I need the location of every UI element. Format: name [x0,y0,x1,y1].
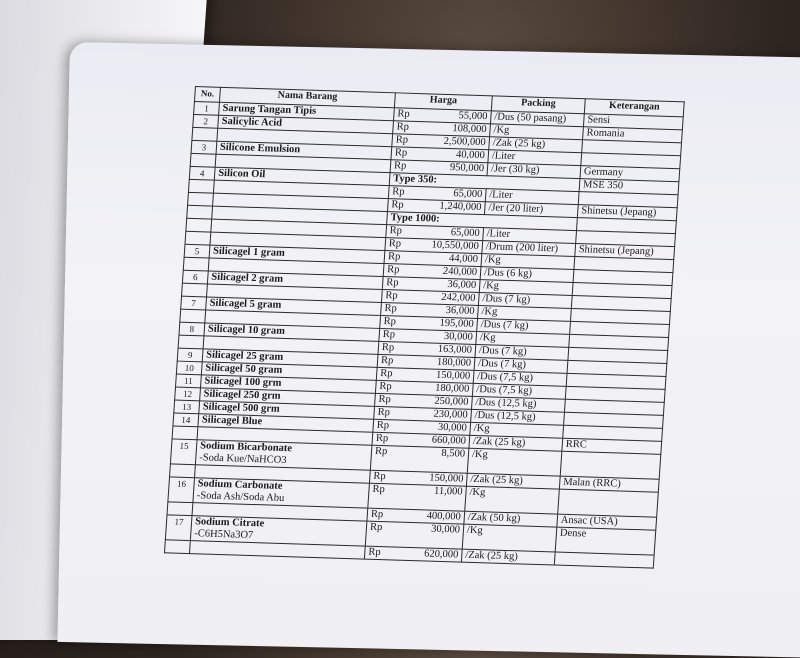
packing-value: /Dus (7,5 kg) [473,370,567,386]
packing-value: /Liter [488,150,582,166]
row-number [192,127,218,141]
currency-label: Rp [390,160,415,174]
price-value: 44,000 [409,251,482,266]
currency-label: Rp [384,251,409,265]
header-keterangan: Keterangan [584,99,684,117]
price-value: 36,000 [407,277,480,292]
keterangan-value: Sensi [583,114,683,130]
item-name-text: Silicagel 1 gram [212,245,286,259]
price-value: 55,000 [418,109,491,124]
row-number [190,153,216,167]
price-value: 11,000 [392,484,466,511]
price-value: 242,000 [406,290,479,305]
price-value: 108,000 [417,122,490,137]
row-number [172,426,198,440]
item-name-text: Salicylic Acid [221,115,283,129]
packing-value: /Zak (25 kg) [461,549,555,565]
row-number [167,502,193,516]
row-number [182,283,208,297]
row-number: 12 [175,387,201,401]
price-value: 150,000 [401,368,474,383]
header-harga: Harga [394,93,492,111]
item-name-text: Silicagel 500 grm [202,401,281,415]
price-value: 36,000 [405,303,478,318]
row-number [185,231,211,245]
currency-label: Rp [392,134,417,148]
row-number: 15 [170,439,197,465]
currency-label: Rp [378,341,403,355]
packing-value: /Zak (25 kg) [466,473,560,489]
row-number: 14 [173,413,199,427]
row-number: 2 [193,114,219,128]
currency-label: Rp [374,406,399,420]
row-number: 7 [181,296,207,310]
packing-value: /Zak (25 kg) [489,137,583,153]
item-name-text: Silicagel 100 grm [204,375,282,389]
packing-value: /Jer (30 kg) [487,163,581,179]
row-number [187,205,213,219]
price-value: 30,000 [390,522,464,549]
currency-label: Rp [376,367,401,381]
price-value: 163,000 [402,342,475,357]
price-list [164,86,685,569]
row-number: 1 [194,101,220,115]
price-value: 180,000 [402,355,475,370]
row-number: 9 [177,348,203,362]
currency-label: Rp [393,121,418,135]
keterangan-value [558,489,659,517]
price-value: 180,000 [400,381,473,396]
type-label: Type 350: [389,173,580,192]
currency-label: Rp [365,521,391,547]
row-number [183,257,209,271]
item-name-text: Silicagel 250 grm [203,388,281,402]
price-value: 660,000 [396,433,469,448]
currency-label: Rp [375,393,400,407]
price-value: 8,500 [395,446,469,473]
item-name-text: Silicagel Blue [201,414,263,428]
packing-value: /Dus (7 kg) [477,318,571,334]
keterangan-value [560,451,661,479]
price-value: 65,000 [410,225,483,240]
price-value: 30,000 [397,420,470,435]
price-value: 150,000 [394,471,467,486]
keterangan-value [554,552,654,568]
row-number: 17 [165,515,192,541]
currency-label: Rp [375,380,400,394]
header-packing: Packing [491,96,585,114]
currency-label: Rp [380,315,405,329]
keterangan-value: Shinetsu (Jepang) [577,205,677,221]
price-value: 250,000 [399,394,472,409]
currency-label: Rp [369,470,394,484]
packing-value: /Dus (7,5 kg) [472,383,566,399]
row-number: 5 [184,244,210,258]
packing-value: /Dus (50 pasang) [490,111,584,127]
currency-label: Rp [368,483,394,509]
row-number: 16 [168,477,195,503]
keterangan-value: Malan (RRC) [559,476,659,492]
packing-value: /Dus (7 kg) [475,344,569,360]
item-name-text: Sodium Bicarbonate [199,440,293,455]
row-number [178,335,204,349]
packing-value: /Zak (50 kg) [464,511,558,527]
item-name-text: Sarung Tangan Tipis [222,102,317,117]
currency-label: Rp [388,186,413,200]
price-value: 65,000 [413,186,486,201]
currency-label: Rp [373,419,398,433]
currency-label: Rp [386,225,411,239]
item-name-text: Silicagel 25 gram [205,349,284,363]
currency-label: Rp [379,328,404,342]
price-value: 950,000 [415,160,488,175]
packing-value: /Kg [470,422,564,438]
packing-value: /Liter [485,189,579,205]
row-number [180,309,206,323]
row-number [188,192,214,206]
item-name-text: Silicagel 5 gram [209,297,282,311]
price-value: 30,000 [403,329,476,344]
price-value: 230,000 [398,407,471,422]
row-number [188,179,214,193]
item-subname: -C6H5Na3O7 [193,528,254,542]
item-subname: -Soda Kue/NaHCO3 [198,452,287,467]
currency-label: Rp [381,302,406,316]
packing-value: /Dus (7 kg) [474,357,568,373]
packing-value: /Liter [483,228,577,244]
row-number: 10 [176,361,202,375]
row-number: 11 [176,374,202,388]
packing-value: /Dus (12,5 kg) [471,396,565,412]
price-value: 620,000 [389,547,462,562]
item-name-text: Silicon Oil [217,167,266,181]
header-no: No. [194,87,220,103]
packing-value: /Dus (12,5 kg) [471,409,565,425]
currency-label: Rp [382,277,407,291]
packing-value: /Kg [481,254,575,270]
currency-label: Rp [394,108,419,122]
packing-value: /Kg [476,331,570,347]
price-value: 40,000 [415,147,488,162]
price-value: 2,500,000 [416,135,489,150]
table-body [164,101,683,568]
currency-label: Rp [383,264,408,278]
currency-label: Rp [367,508,392,522]
packing-value: /Kg [479,280,573,296]
packing-value: /Kg [478,306,572,322]
item-name-text: Silicone Emulsion [219,141,301,156]
row-number: 4 [189,166,215,180]
currency-label: Rp [364,546,389,560]
currency-label: Rp [370,445,396,471]
price-value: 400,000 [391,509,464,524]
item-subname: -Soda Ash/Soda Abu [196,490,285,504]
currency-label: Rp [372,432,397,446]
keterangan-value: Ansac (USA) [557,514,657,530]
keterangan-value: RRC [562,438,662,454]
item-name-text: Sodium Citrate [194,516,265,530]
row-number: 3 [191,140,217,154]
row-number [164,540,190,554]
currency-label: Rp [377,354,402,368]
price-value: 240,000 [408,264,481,279]
item-name-text: Silicagel 2 gram [210,271,284,285]
row-number [170,464,196,478]
packing-value: /Dus (6 kg) [480,267,574,283]
packing-value: /Jer (20 liter) [484,202,578,218]
header-nama-barang: Nama Barang [219,87,395,107]
packing-value: /Dus (7 kg) [478,293,572,309]
row-number: 13 [174,400,200,414]
packing-value: /Kg [467,448,562,476]
price-value: 10,550,000 [409,238,482,253]
currency-label: Rp [385,238,410,252]
row-number [186,218,212,232]
type-label: Type 1000: [387,212,578,231]
packing-value: /Kg [490,124,584,140]
row-number: 8 [179,322,205,336]
item-name-text: Silicagel 10 gram [207,323,286,337]
keterangan-value: Shinetsu (Jepang) [575,244,675,260]
currency-label: Rp [391,147,416,161]
packing-value: /Kg [465,486,560,514]
keterangan-value: Germany [580,166,680,182]
packing-value: /Zak (25 kg) [469,435,563,451]
packing-value: /Drum (200 liter) [482,241,576,257]
item-name-text: Sodium Carbonate [197,478,283,492]
row-number: 6 [182,270,208,284]
price-table [164,86,685,569]
keterangan-value: Romania [583,127,683,143]
price-value: 195,000 [404,316,477,331]
currency-label: Rp [381,289,406,303]
currency-label: Rp [387,199,412,213]
keterangan-value: MSE 350 [579,179,679,195]
keterangan-value: Dense [555,527,656,555]
packing-value: /Kg [462,524,557,552]
item-name-text: Silicagel 50 gram [204,362,283,376]
price-value: 1,240,000 [412,199,485,214]
